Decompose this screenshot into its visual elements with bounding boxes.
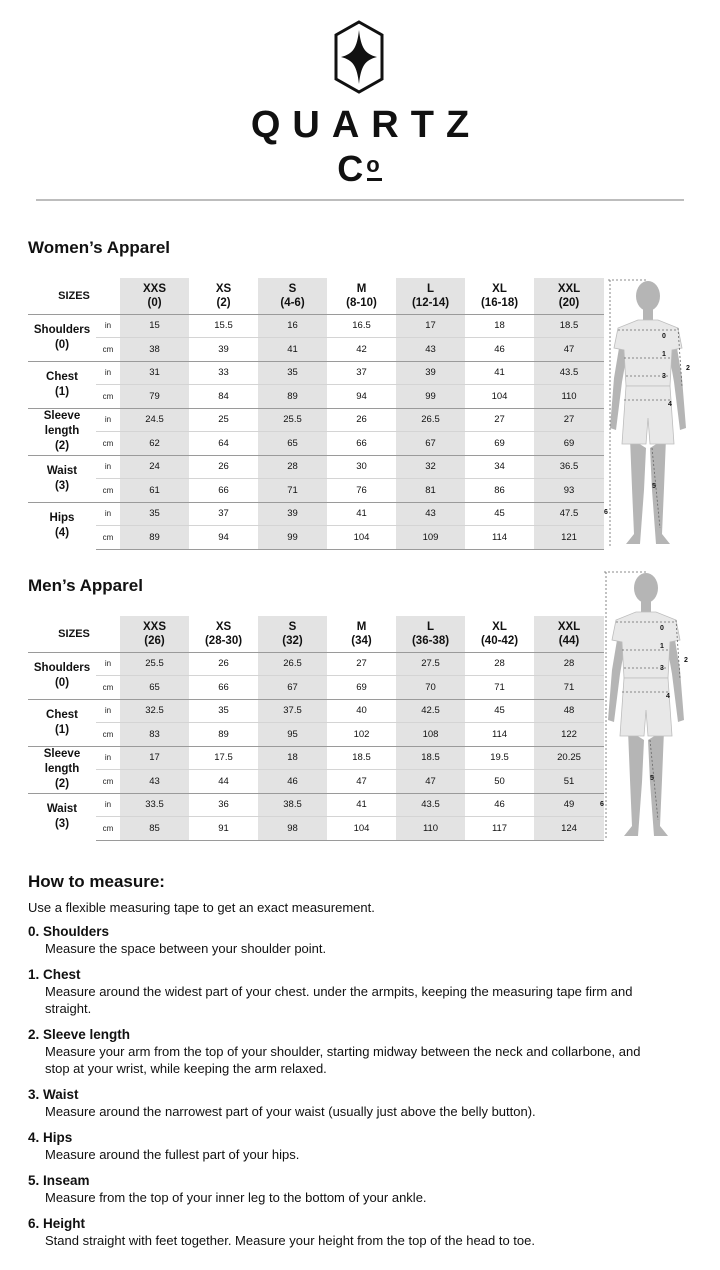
size-header-2: [258, 278, 327, 314]
figure-label-0: 0: [662, 333, 666, 340]
table-cell: 26.5: [258, 652, 327, 676]
body-silhouette: [608, 573, 684, 836]
table-cell: 26: [327, 408, 396, 432]
table-cell: 71: [258, 479, 327, 503]
size-number: (0): [147, 296, 162, 309]
table-cell: 79: [120, 385, 189, 409]
table-cell: 36.5: [534, 455, 604, 479]
table-cell: 48: [534, 699, 604, 723]
table-cell: 26.5: [396, 408, 465, 432]
size-number: (4-6): [280, 296, 305, 309]
table-cell: 17.5: [189, 746, 258, 770]
figure-label-1: 1: [660, 643, 664, 650]
table-cell: 42.5: [396, 699, 465, 723]
figure-label-2: 2: [684, 657, 688, 664]
table-cell: 121: [534, 526, 604, 550]
table-cell: 46: [465, 338, 534, 362]
table-cell: 28: [465, 652, 534, 676]
step-title: 3. Waist: [28, 1087, 79, 1102]
size-header-4: [396, 616, 465, 652]
table-cell: 109: [396, 526, 465, 550]
table-cell: 122: [534, 723, 604, 747]
step-title: 4. Hips: [28, 1130, 73, 1145]
table-row: [28, 699, 604, 723]
table-cell: 25: [189, 408, 258, 432]
table-cell: 114: [465, 526, 534, 550]
measurement-label: [28, 314, 96, 361]
measurement-label: [28, 746, 96, 793]
table-cell: 15.5: [189, 314, 258, 338]
table-cell: 99: [396, 385, 465, 409]
figure-label-5: 5: [652, 483, 656, 490]
table-cell: 32: [396, 455, 465, 479]
size-label: XS: [215, 282, 232, 295]
table-cell: 24.5: [120, 408, 189, 432]
table-cell: 18: [465, 314, 534, 338]
table-cell: 15: [120, 314, 189, 338]
right-leg: [650, 438, 670, 544]
table-cell: 84: [189, 385, 258, 409]
unit-label: cm: [96, 526, 120, 550]
step-description: Stand straight with feet together. Measure your height from the top of the head to toe.: [45, 1233, 535, 1248]
size-header-6: [534, 616, 604, 652]
table-cell: 30: [327, 455, 396, 479]
figure-label-6: 6: [604, 509, 608, 516]
step-description: Measure the space between your shoulder point.: [45, 941, 327, 956]
shorts: [620, 678, 672, 736]
table-row: [28, 385, 604, 409]
right-leg: [648, 730, 668, 836]
measurement-code: (1): [54, 723, 70, 736]
table-cell: 65: [258, 432, 327, 456]
table-cell: 45: [465, 502, 534, 526]
table-cell: 51: [534, 770, 604, 794]
size-header-4: [396, 278, 465, 314]
how-to-intro: Use a flexible measuring tape to get an exact measurement.: [28, 900, 375, 915]
table-cell: 91: [189, 817, 258, 841]
left-leg: [626, 438, 646, 544]
measurement-name: Chest: [46, 708, 78, 721]
measurement-name: Chest: [46, 370, 78, 383]
women-section-title: Women’s Apparel: [28, 238, 171, 257]
table-cell: 102: [327, 723, 396, 747]
table-cell: 17: [120, 746, 189, 770]
measurement-code: (0): [54, 676, 70, 689]
measure-step: [28, 1026, 668, 1077]
unit-label: cm: [96, 479, 120, 503]
measurement-label: [28, 652, 96, 699]
table-cell: 28: [258, 455, 327, 479]
table-cell: 41: [465, 361, 534, 385]
measure-step: [28, 923, 668, 957]
measurement-code: (0): [54, 338, 70, 351]
table-cell: 110: [396, 817, 465, 841]
table-cell: 41: [258, 338, 327, 362]
table-cell: 45: [465, 699, 534, 723]
size-header-1: [189, 278, 258, 314]
step-description: Measure around the fullest part of your hips.: [45, 1147, 300, 1162]
table-cell: 50: [465, 770, 534, 794]
table-cell: 49: [534, 793, 604, 817]
table-cell: 94: [327, 385, 396, 409]
step-description: Measure around the narrowest part of your waist (usually just above the belly button).: [45, 1104, 536, 1119]
table-cell: 69: [534, 432, 604, 456]
table-cell: 47: [534, 338, 604, 362]
table-cell: 41: [327, 502, 396, 526]
unit-label: cm: [96, 432, 120, 456]
table-row: [28, 408, 604, 432]
measurement-name: Waist: [46, 464, 78, 477]
table-cell: 65: [120, 676, 189, 700]
step-description: Measure your arm from the top of your shoulder, starting midway between the neck and collarbone, and stop at your wrist, while keeping the arm relaxed.: [45, 1044, 641, 1076]
table-row: [28, 770, 604, 794]
table-row: [28, 652, 604, 676]
step-description: Measure from the top of your inner leg to the bottom of your ankle.: [45, 1190, 427, 1205]
table-cell: 38.5: [258, 793, 327, 817]
size-label: XXS: [143, 620, 167, 633]
table-cell: 46: [465, 793, 534, 817]
size-label: XXS: [143, 282, 167, 295]
table-cell: 16: [258, 314, 327, 338]
unit-label: in: [96, 408, 120, 432]
table-cell: 66: [189, 676, 258, 700]
measure-step: [28, 1129, 668, 1163]
brand-name: QUARTZ: [250, 104, 482, 146]
table-cell: 70: [396, 676, 465, 700]
how-to-steps: [28, 923, 668, 1249]
head: [636, 281, 660, 311]
table-cell: 25.5: [120, 652, 189, 676]
table-cell: 31: [120, 361, 189, 385]
table-cell: 19.5: [465, 746, 534, 770]
sizes-header: SIZES: [58, 289, 90, 302]
unit-label: in: [96, 502, 120, 526]
table-cell: 69: [465, 432, 534, 456]
table-cell: 18.5: [534, 314, 604, 338]
unit-label: cm: [96, 770, 120, 794]
measurement-code: (3): [54, 817, 70, 830]
unit-label: in: [96, 793, 120, 817]
size-number: (26): [144, 634, 165, 647]
table-row: [28, 676, 604, 700]
table-cell: 26: [189, 455, 258, 479]
size-number: (36-38): [411, 634, 450, 647]
table-row: [28, 746, 604, 770]
table-cell: 69: [327, 676, 396, 700]
table-cell: 81: [396, 479, 465, 503]
table-cell: 67: [258, 676, 327, 700]
table-cell: 33.5: [120, 793, 189, 817]
measurement-name: Shoulders: [33, 323, 91, 336]
table-cell: 64: [189, 432, 258, 456]
measure-step: [28, 1215, 668, 1249]
table-cell: 85: [120, 817, 189, 841]
table-cell: 66: [327, 432, 396, 456]
size-header-5: [465, 278, 534, 314]
table-row: [28, 817, 604, 841]
table-cell: 24: [120, 455, 189, 479]
table-cell: 34: [465, 455, 534, 479]
size-label: XL: [492, 620, 507, 633]
measurement-code: (4): [54, 526, 70, 539]
table-row: [28, 502, 604, 526]
how-to-title: How to measure:: [28, 872, 165, 891]
women-size-table: [28, 278, 604, 550]
unit-label: cm: [96, 723, 120, 747]
table-cell: 43.5: [534, 361, 604, 385]
table-cell: 47: [327, 770, 396, 794]
table-cell: 104: [327, 526, 396, 550]
table-cell: 66: [189, 479, 258, 503]
table-cell: 93: [534, 479, 604, 503]
size-number: (44): [558, 634, 580, 647]
figure-label-5: 5: [650, 775, 654, 782]
step-description: Measure around the widest part of your chest. under the armpits, keeping the measuring tape firm and straight.: [45, 984, 633, 1016]
table-cell: 40: [327, 699, 396, 723]
table-cell: 35: [120, 502, 189, 526]
measurement-name: Hips: [49, 511, 75, 524]
table-row: [28, 338, 604, 362]
brand-co-letter: C: [337, 148, 367, 189]
table-cell: 37.5: [258, 699, 327, 723]
brand-co-super: o: [366, 152, 383, 177]
size-label: M: [356, 282, 367, 295]
size-number: (2): [216, 296, 231, 309]
table-cell: 28: [534, 652, 604, 676]
unit-label: in: [96, 699, 120, 723]
table-cell: 67: [396, 432, 465, 456]
size-header-2: [258, 616, 327, 652]
figure-label-3: 3: [660, 665, 664, 672]
size-label: S: [288, 282, 297, 295]
head: [634, 573, 658, 603]
size-label: XXL: [557, 620, 581, 633]
table-cell: 94: [189, 526, 258, 550]
measurement-name: Waist: [46, 802, 78, 815]
table-row: [28, 455, 604, 479]
body-silhouette: [610, 281, 686, 544]
table-cell: 89: [120, 526, 189, 550]
step-title: 2. Sleeve length: [28, 1027, 131, 1042]
measurement-label: [28, 408, 96, 455]
table-cell: 38: [120, 338, 189, 362]
neck: [643, 308, 653, 320]
figure-label-6: 6: [600, 801, 604, 808]
measurement-label: [28, 361, 96, 408]
size-number: (28-30): [204, 634, 243, 647]
unit-label: in: [96, 455, 120, 479]
unit-label: cm: [96, 385, 120, 409]
sizes-header: SIZES: [58, 627, 90, 640]
table-cell: 32.5: [120, 699, 189, 723]
unit-label: in: [96, 652, 120, 676]
table-cell: 83: [120, 723, 189, 747]
women-body-figure: [604, 278, 700, 550]
size-number: (34): [351, 634, 372, 647]
measurement-code: (2): [54, 778, 70, 790]
table-row: [28, 526, 604, 550]
men-body-figure: [600, 570, 700, 842]
measurement-label: [28, 502, 96, 549]
size-number: (8-10): [346, 296, 377, 309]
size-header-6: [534, 278, 604, 314]
table-cell: 98: [258, 817, 327, 841]
size-label: XL: [492, 282, 507, 295]
measure-step: [28, 1086, 668, 1120]
table-cell: 43.5: [396, 793, 465, 817]
size-label: XXL: [557, 282, 581, 295]
table-cell: 37: [327, 361, 396, 385]
table-cell: 47.5: [534, 502, 604, 526]
table-cell: 43: [396, 338, 465, 362]
table-cell: 86: [465, 479, 534, 503]
size-label: M: [356, 620, 367, 633]
step-title: 6. Height: [28, 1216, 86, 1231]
table-cell: 76: [327, 479, 396, 503]
figure-label-3: 3: [662, 373, 666, 380]
table-cell: 43: [120, 770, 189, 794]
measurement-code: (2): [54, 440, 70, 452]
size-number: (20): [558, 296, 580, 309]
unit-label: cm: [96, 676, 120, 700]
size-label: L: [427, 620, 435, 633]
unit-label: cm: [96, 817, 120, 841]
table-cell: 99: [258, 526, 327, 550]
table-cell: 124: [534, 817, 604, 841]
men-size-table: [28, 616, 604, 841]
figure-label-2: 2: [686, 365, 690, 372]
table-cell: 33: [189, 361, 258, 385]
table-cell: 39: [258, 502, 327, 526]
table-cell: 89: [258, 385, 327, 409]
table-cell: 44: [189, 770, 258, 794]
measure-step: [28, 966, 668, 1017]
table-cell: 35: [258, 361, 327, 385]
header-divider: [36, 199, 684, 201]
figure-label-1: 1: [662, 351, 666, 358]
table-cell: 20.25: [534, 746, 604, 770]
size-header-0: [120, 278, 189, 314]
table-cell: 17: [396, 314, 465, 338]
table-row: [28, 793, 604, 817]
table-cell: 37: [189, 502, 258, 526]
table-cell: 110: [534, 385, 604, 409]
table-cell: 95: [258, 723, 327, 747]
table-cell: 18.5: [327, 746, 396, 770]
table-cell: 18.5: [396, 746, 465, 770]
table-cell: 47: [396, 770, 465, 794]
table-cell: 117: [465, 817, 534, 841]
table-row: [28, 723, 604, 747]
size-header-0: [120, 616, 189, 652]
table-cell: 39: [189, 338, 258, 362]
brand-co: [0, 148, 720, 190]
table-cell: 43: [396, 502, 465, 526]
unit-label: cm: [96, 338, 120, 362]
step-title: 1. Chest: [28, 967, 81, 982]
table-row: [28, 314, 604, 338]
size-number: (16-18): [480, 296, 519, 309]
men-section-title: Men’s Apparel: [28, 576, 143, 595]
size-number: (40-42): [480, 634, 519, 647]
table-cell: 26: [189, 652, 258, 676]
table-cell: 27.5: [396, 652, 465, 676]
table-cell: 18: [258, 746, 327, 770]
brand-logo: [0, 0, 720, 200]
figure-label-4: 4: [666, 693, 670, 700]
size-number: (32): [282, 634, 303, 647]
figure-label-4: 4: [668, 401, 672, 408]
how-to-measure: [28, 872, 668, 1258]
unit-label: in: [96, 746, 120, 770]
table-row: [28, 479, 604, 503]
table-cell: 89: [189, 723, 258, 747]
table-cell: 27: [465, 408, 534, 432]
table-cell: 39: [396, 361, 465, 385]
table-cell: 27: [534, 408, 604, 432]
size-number: (12-14): [411, 296, 450, 309]
table-row: [28, 432, 604, 456]
table-cell: 25.5: [258, 408, 327, 432]
table-cell: 62: [120, 432, 189, 456]
unit-label: in: [96, 361, 120, 385]
table-cell: 27: [327, 652, 396, 676]
table-cell: 61: [120, 479, 189, 503]
size-header-1: [189, 616, 258, 652]
step-title: 5. Inseam: [28, 1173, 90, 1188]
measurement-name: Sleeve length: [43, 748, 81, 775]
figure-label-0: 0: [660, 625, 664, 632]
size-label: L: [427, 282, 435, 295]
shorts: [622, 386, 674, 444]
table-cell: 16.5: [327, 314, 396, 338]
left-leg: [624, 730, 644, 836]
table-cell: 104: [465, 385, 534, 409]
table-cell: 46: [258, 770, 327, 794]
measurement-label: [28, 455, 96, 502]
table-cell: 114: [465, 723, 534, 747]
four-point-star-hexagon-icon: [333, 20, 385, 94]
measure-step: [28, 1172, 668, 1206]
size-header-5: [465, 616, 534, 652]
table-cell: 41: [327, 793, 396, 817]
measurement-name: Shoulders: [33, 661, 91, 674]
measurement-name: Sleeve length: [43, 410, 81, 437]
unit-label: in: [96, 314, 120, 338]
measurement-code: (1): [54, 385, 70, 398]
table-cell: 36: [189, 793, 258, 817]
measurement-code: (3): [54, 479, 70, 492]
table-cell: 35: [189, 699, 258, 723]
table-cell: 104: [327, 817, 396, 841]
neck: [641, 600, 651, 612]
size-header-3: [327, 278, 396, 314]
table-cell: 71: [534, 676, 604, 700]
size-label: S: [288, 620, 297, 633]
size-label: XS: [215, 620, 232, 633]
measurement-label: [28, 793, 96, 840]
step-title: 0. Shoulders: [28, 924, 110, 939]
table-cell: 71: [465, 676, 534, 700]
size-header-3: [327, 616, 396, 652]
table-cell: 42: [327, 338, 396, 362]
measurement-label: [28, 699, 96, 746]
table-cell: 108: [396, 723, 465, 747]
table-row: [28, 361, 604, 385]
